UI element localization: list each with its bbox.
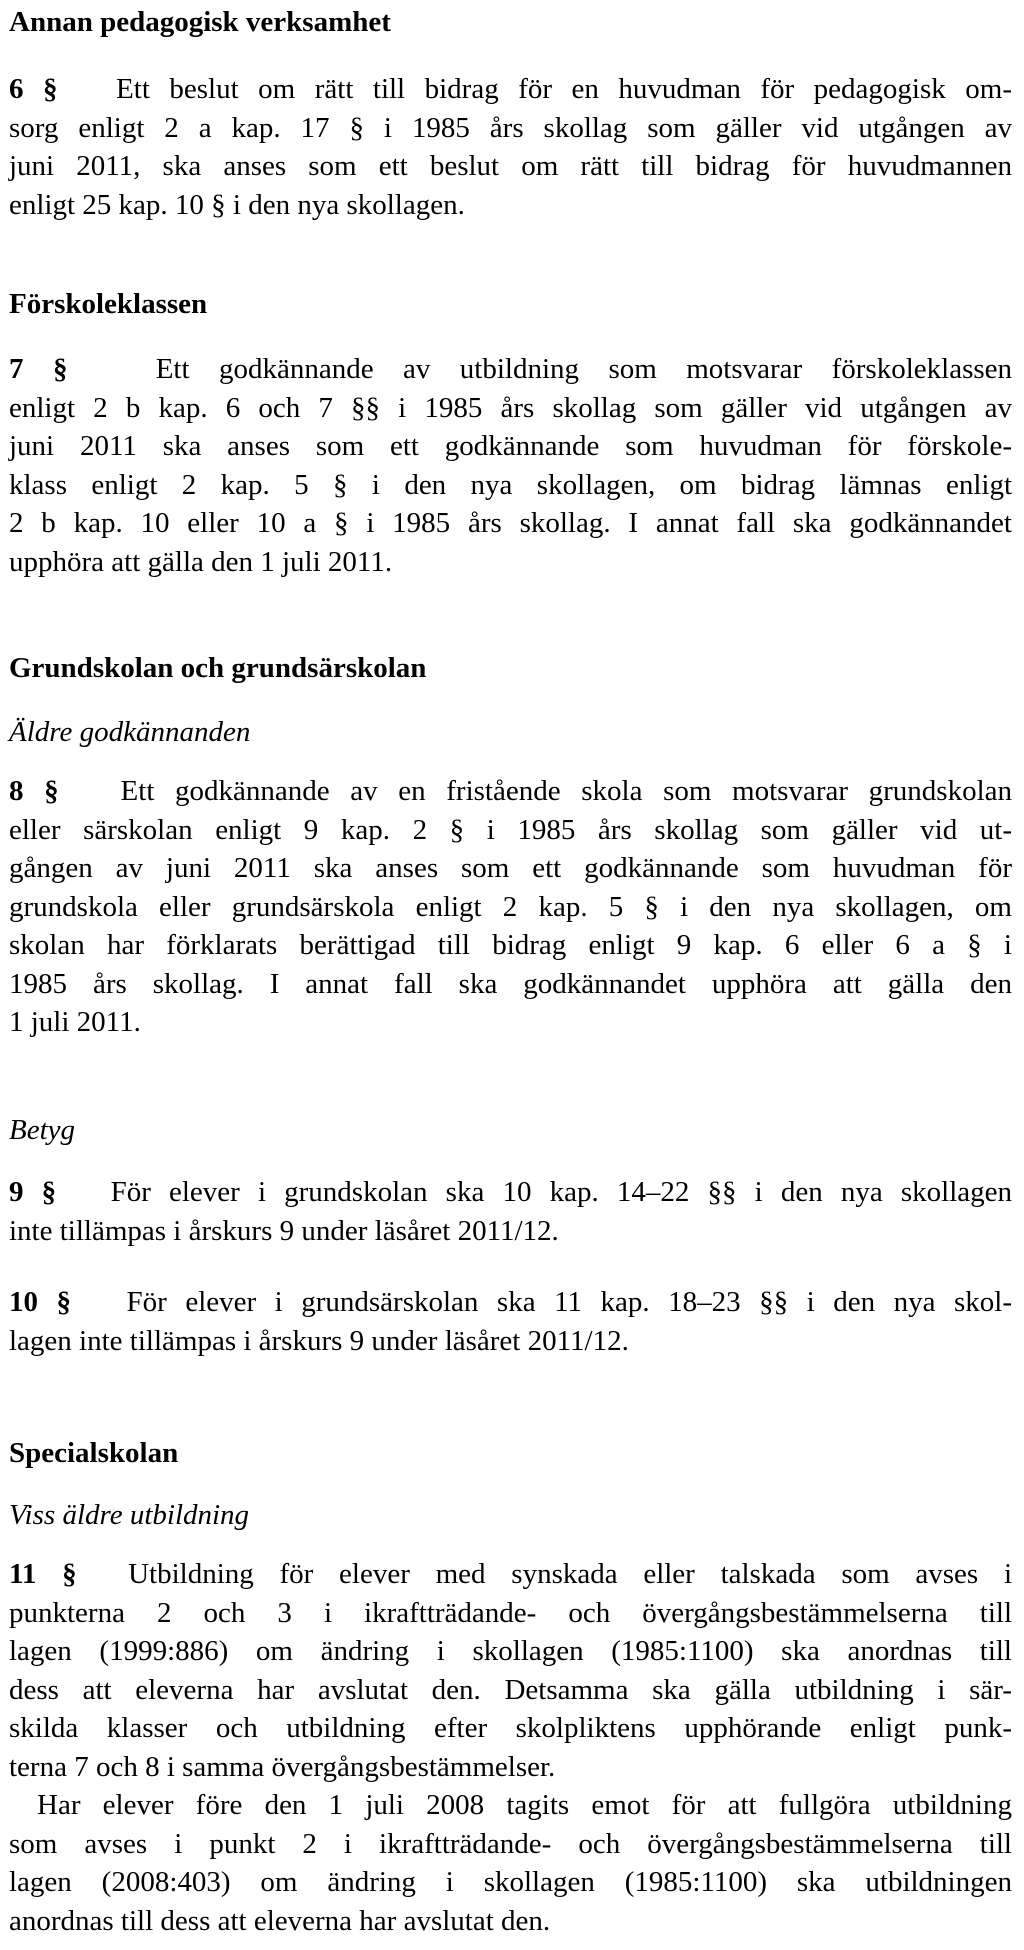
- paragraph-line: juni 2011 ska anses som ett godkännande som huvudman för förskole-: [9, 430, 1012, 462]
- paragraph-line: terna 7 och 8 i samma övergångsbestämmelser.: [9, 1750, 556, 1783]
- paragraph-line: 2 b kap. 10 eller 10 a § i 1985 års skollag. I annat fall ska godkännandet: [9, 507, 1012, 539]
- paragraph-number: 10: [9, 1286, 38, 1318]
- paragraph-line: anordnas till dess att eleverna har avslutat den.: [9, 1904, 551, 1937]
- paragraph-line: skilda klasser och utbildning efter skolpliktens upphörande enligt punk-: [9, 1712, 1012, 1744]
- paragraph-line: dess att eleverna har avslutat den. Detsamma ska gälla utbildning i sär-: [9, 1673, 1012, 1706]
- heading-annan-pedagogisk-verksamhet: Annan pedagogisk verksamhet: [9, 6, 391, 38]
- paragraph-line: juni 2011, ska anses som ett beslut om rätt till bidrag för huvudmannen: [9, 150, 1012, 182]
- section-sign: §: [56, 1286, 72, 1318]
- paragraph-line: sorg enligt 2 a kap. 17 § i 1985 års skollag som gäller vid utgången av: [9, 111, 1012, 144]
- paragraph-number: 11: [9, 1558, 37, 1590]
- section-sign: §: [44, 775, 59, 807]
- paragraph-line: [9, 350, 1012, 389]
- paragraph-9: [9, 1173, 1012, 1250]
- paragraph-number: 9: [9, 1176, 24, 1208]
- paragraph-line: klass enligt 2 kap. 5 § i den nya skollagen, om bidrag lämnas enligt: [9, 468, 1012, 501]
- paragraph-text: För elever i grundsärskolan ska 11 kap. 18–23 §§ i den nya skol-: [126, 1286, 1013, 1318]
- paragraph-line: [9, 70, 1012, 109]
- paragraph-line: 1 juli 2011.: [9, 1006, 141, 1038]
- paragraph-text: Ett godkännande av utbildning som motsvarar förskoleklassen: [155, 353, 1013, 385]
- heading-specialskolan: Specialskolan: [9, 1437, 179, 1469]
- paragraph-line: inte tillämpas i årskurs 9 under läsåret 2011/12.: [9, 1214, 559, 1247]
- paragraph-number: 8: [9, 775, 24, 807]
- heading-forskoleklassen: Förskoleklassen: [9, 288, 208, 320]
- heading-grundskolan: Grundskolan och grundsärskolan: [9, 652, 427, 684]
- paragraph-line: lagen inte tillämpas i årskurs 9 under läsåret 2011/12.: [9, 1324, 629, 1357]
- paragraph-line: [9, 1283, 1012, 1322]
- section-sign: §: [43, 73, 58, 105]
- paragraph-text: Ett beslut om rätt till bidrag för en huvudman för pedagogisk om-: [116, 73, 1012, 105]
- paragraph-line: Har elever före den 1 juli 2008 tagits emot för att fullgöra utbildning: [37, 1789, 1012, 1821]
- paragraph-line: eller särskolan enligt 9 kap. 2 § i 1985 års skollag som gäller vid ut-: [9, 813, 1012, 846]
- paragraph-line: som avses i punkt 2 i ikraftträdande- och övergångsbestämmelserna till: [9, 1827, 1012, 1860]
- paragraph-7: [9, 350, 1012, 581]
- paragraph-line: gången av juni 2011 ska anses som ett godkännande som huvudman för: [9, 852, 1012, 884]
- paragraph-line: enligt 2 b kap. 6 och 7 §§ i 1985 års skollag som gäller vid utgången av: [9, 391, 1012, 424]
- paragraph-text: För elever i grundskolan ska 10 kap. 14–22 §§ i den nya skollagen: [110, 1176, 1013, 1208]
- section-sign: §: [52, 353, 68, 385]
- subheading-aldre-godkannanden: Äldre godkännanden: [9, 716, 251, 748]
- paragraph-line: skolan har förklarats berättigad till bidrag enligt 9 kap. 6 eller 6 a § i: [9, 929, 1012, 961]
- paragraph-number: 7: [9, 353, 24, 385]
- paragraph-line: upphöra att gälla den 1 juli 2011.: [9, 545, 393, 578]
- paragraph-text: Ett godkännande av en fristående skola som motsvarar grundskolan: [120, 775, 1013, 807]
- subheading-betyg: Betyg: [9, 1114, 76, 1146]
- paragraph-line: [9, 1555, 1012, 1594]
- subheading-viss-aldre-utbildning: Viss äldre utbildning: [9, 1499, 250, 1531]
- paragraph-11: [9, 1555, 1012, 1940]
- section-sign: §: [62, 1558, 77, 1590]
- paragraph-line: grundskola eller grundsärskola enligt 2 kap. 5 § i den nya skollagen, om: [9, 890, 1012, 923]
- paragraph-10: [9, 1283, 1012, 1360]
- paragraph-line: [9, 772, 1012, 811]
- paragraph-8: [9, 772, 1012, 1042]
- paragraph-line: lagen (1999:886) om ändring i skollagen (1985:1100) ska anordnas till: [9, 1635, 1012, 1667]
- paragraph-line: lagen (2008:403) om ändring i skollagen (1985:1100) ska utbildningen: [9, 1866, 1012, 1898]
- paragraph-6: [9, 70, 1012, 224]
- paragraph-line: punkterna 2 och 3 i ikraftträdande- och övergångsbestämmelserna till: [9, 1596, 1012, 1629]
- paragraph-text: Utbildning för elever med synskada eller talskada som avses i: [128, 1558, 1012, 1590]
- paragraph-line: 1985 års skollag. I annat fall ska godkännandet upphöra att gälla den: [9, 967, 1012, 1000]
- section-sign: §: [41, 1176, 57, 1208]
- paragraph-line: enligt 25 kap. 10 § i den nya skollagen.: [9, 188, 465, 221]
- paragraph-number: 6: [9, 73, 24, 105]
- paragraph-line: [9, 1173, 1012, 1212]
